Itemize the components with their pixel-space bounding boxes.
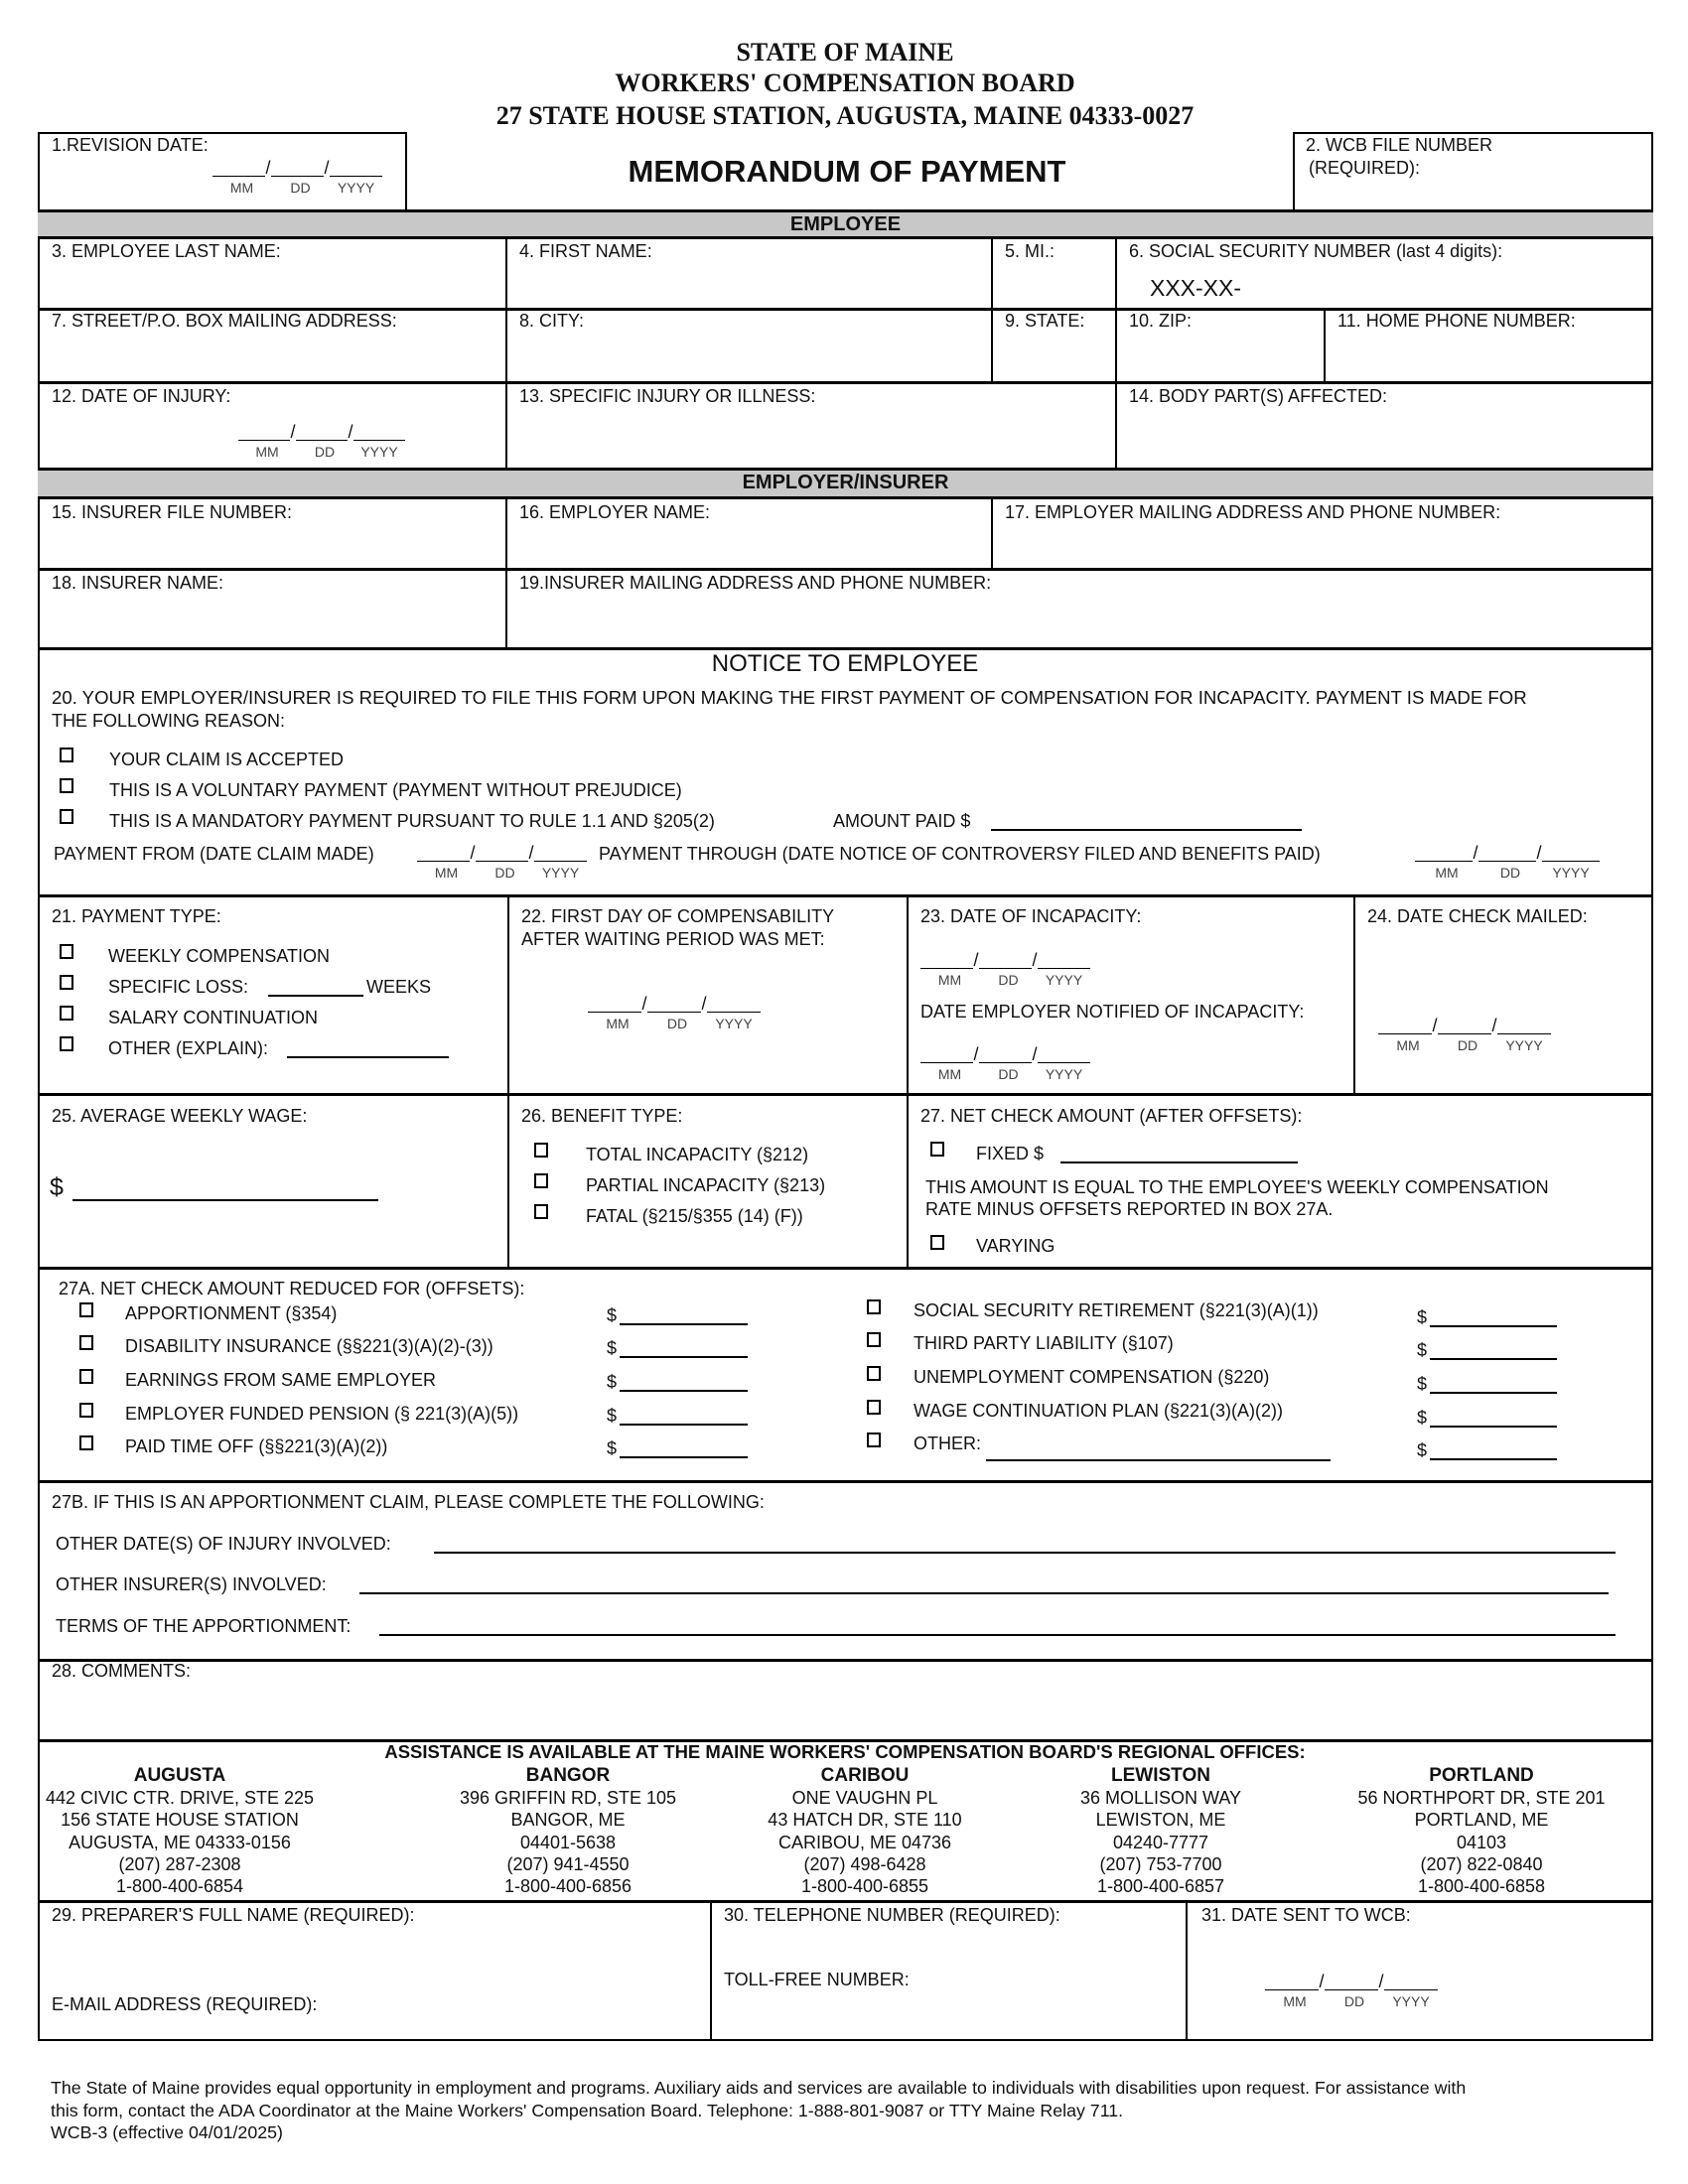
office-line: (207) 941-4550 xyxy=(506,1853,630,1874)
office-line: 396 GRIFFIN RD, STE 105 xyxy=(459,1788,677,1809)
average-weekly-wage-label: 25. AVERAGE WEEKLY WAGE: xyxy=(52,1106,308,1126)
other-insurers-label: OTHER INSURER(S) INVOLVED: xyxy=(56,1574,327,1594)
year-label: YYYY xyxy=(541,865,580,881)
month-input[interactable] xyxy=(212,158,265,177)
other-insurers-input[interactable] xyxy=(359,1592,1609,1594)
offset-dollar-sign: $ xyxy=(607,1305,618,1325)
day-input[interactable] xyxy=(1478,843,1536,862)
benefit-type-label: 26. BENEFIT TYPE: xyxy=(521,1106,683,1126)
check-mailed-date[interactable]: / / MM DD YYYY xyxy=(1378,1015,1551,1053)
offset-left-label: DISABILITY INSURANCE (§§221(3)(A)(2)-(3)) xyxy=(125,1336,493,1356)
footer-equal-opportunity-line1: The State of Maine provides equal opportunity in employment and programs. Auxiliary aids and services are available to individuals with disabilities upon request. For assistance with xyxy=(51,2078,1467,2098)
day-input[interactable] xyxy=(271,158,324,177)
office-line: LEWISTON, ME xyxy=(1095,1810,1226,1831)
toll-free-label: TOLL-FREE NUMBER: xyxy=(724,1970,910,1989)
first-day-date[interactable]: / / MM DD YYYY xyxy=(588,993,761,1031)
offset-left-label: EMPLOYER FUNDED PENSION (§ 221(3)(A)(5)) xyxy=(125,1404,519,1424)
offset-other-explain-input[interactable] xyxy=(986,1459,1331,1461)
offset-right-amount-input[interactable] xyxy=(1430,1458,1557,1460)
office-1 xyxy=(460,1765,676,1897)
net-check-amount-label: 27. NET CHECK AMOUNT (AFTER OFFSETS): xyxy=(920,1106,1303,1126)
partial-incapacity-checkbox[interactable] xyxy=(534,1173,548,1188)
fixed-amount-input[interactable] xyxy=(1060,1161,1298,1163)
office-line: CARIBOU, ME 04736 xyxy=(777,1832,952,1852)
office-line: (207) 753-7700 xyxy=(1099,1853,1222,1874)
insurer-address-label: 19.INSURER MAILING ADDRESS AND PHONE NUMBER: xyxy=(519,573,992,593)
zip-label: 10. ZIP: xyxy=(1129,311,1193,331)
fatal-checkbox[interactable] xyxy=(534,1204,548,1219)
form-id: WCB-3 (effective 04/01/2025) xyxy=(51,2122,283,2142)
day-label: DD xyxy=(1457,1037,1478,1053)
middle-initial-label: 5. MI.: xyxy=(1005,241,1055,261)
specific-injury-label: 13. SPECIFIC INJURY OR ILLNESS: xyxy=(519,386,816,406)
claim-accepted-label: YOUR CLAIM IS ACCEPTED xyxy=(109,750,345,769)
comments-label: 28. COMMENTS: xyxy=(52,1661,192,1681)
header-state: STATE OF MAINE xyxy=(736,38,954,67)
weeks-label: WEEKS xyxy=(366,977,432,997)
office-city: PORTLAND xyxy=(1429,1765,1534,1786)
month-label: MM xyxy=(1283,1993,1307,2009)
offset-right-label: WAGE CONTINUATION PLAN (§221(3)(A)(2)) xyxy=(914,1401,1284,1421)
varying-amount-label: VARYING xyxy=(976,1236,1055,1256)
office-line: 04103 xyxy=(1456,1832,1507,1852)
header-address: 27 STATE HOUSE STATION, AUGUSTA, MAINE 04333-0027 xyxy=(495,101,1195,130)
offset-right-label: OTHER: xyxy=(914,1433,982,1453)
office-line: 43 HATCH DR, STE 110 xyxy=(768,1810,962,1831)
year-label: YYYY xyxy=(337,180,375,196)
email-label: E-MAIL ADDRESS (REQUIRED): xyxy=(52,1994,318,2014)
day-input[interactable] xyxy=(296,422,348,441)
year-label: YYYY xyxy=(360,444,398,460)
office-line: BANGOR, ME xyxy=(510,1810,626,1831)
wcb-file-number-label: 2. WCB FILE NUMBER xyxy=(1306,135,1493,155)
first-day-label-line2: AFTER WAITING PERIOD WAS MET: xyxy=(521,929,825,949)
notice-text-line1: 20. YOUR EMPLOYER/INSURER IS REQUIRED TO FILE THIS FORM UPON MAKING THE FIRST PAYMENT OF COMPENSATION FOR INCAPACITY. PAYMENT IS MADE FOR xyxy=(52,687,1527,708)
offset-dollar-sign: $ xyxy=(1417,1374,1428,1394)
day-input[interactable] xyxy=(979,950,1032,969)
header-board: WORKERS' COMPENSATION BOARD xyxy=(615,68,1075,97)
day-input[interactable] xyxy=(1325,1972,1378,1990)
offset-right-checkbox[interactable] xyxy=(867,1332,881,1347)
wage-dollar-sign: $ xyxy=(50,1173,64,1201)
date-sent-date[interactable]: / / MM DD YYYY xyxy=(1265,1971,1438,2009)
offset-dollar-sign: $ xyxy=(1417,1440,1428,1460)
offset-dollar-sign: $ xyxy=(1417,1408,1428,1428)
day-label: DD xyxy=(494,865,515,881)
insurer-file-number-label: 15. INSURER FILE NUMBER: xyxy=(52,502,293,522)
office-line: 156 STATE HOUSE STATION xyxy=(61,1810,299,1831)
offset-dollar-sign: $ xyxy=(607,1438,618,1458)
other-payment-checkbox[interactable] xyxy=(60,1036,73,1051)
offset-dollar-sign: $ xyxy=(1417,1307,1428,1327)
offset-left-label: PAID TIME OFF (§§221(3)(A)(2)) xyxy=(125,1436,388,1456)
employee-section-header: EMPLOYEE xyxy=(38,209,1653,239)
offset-left-label: EARNINGS FROM SAME EMPLOYER xyxy=(125,1370,437,1390)
month-label: MM xyxy=(937,972,962,988)
office-line: 442 CIVIC CTR. DRIVE, STE 225 xyxy=(45,1788,315,1809)
day-label: DD xyxy=(290,180,311,196)
fixed-amount-checkbox[interactable] xyxy=(930,1142,944,1157)
partial-incapacity-label: PARTIAL INCAPACITY (§213) xyxy=(586,1175,826,1195)
footer-equal-opportunity-line2: this form, contact the ADA Coordinator at the Maine Workers' Compensation Board. Telephone: 1-888-801-9087 or TTY Maine Relay 711. xyxy=(51,2101,1124,2120)
year-label: YYYY xyxy=(1552,865,1590,881)
month-input[interactable] xyxy=(588,994,641,1013)
incapacity-date[interactable]: / / MM DD YYYY xyxy=(920,949,1090,988)
office-2 xyxy=(768,1765,961,1897)
street-address-label: 7. STREET/P.O. BOX MAILING ADDRESS: xyxy=(52,311,397,331)
month-label: MM xyxy=(1396,1037,1420,1053)
specific-loss-label: SPECIFIC LOSS: xyxy=(108,977,249,997)
employer-address-label: 17. EMPLOYER MAILING ADDRESS AND PHONE NUMBER: xyxy=(1005,502,1501,522)
offset-left-amount-input[interactable] xyxy=(620,1456,748,1458)
offset-right-checkbox[interactable] xyxy=(867,1433,881,1447)
payment-from-label: PAYMENT FROM (DATE CLAIM MADE) xyxy=(54,844,374,864)
employer-notified-label: DATE EMPLOYER NOTIFIED OF INCAPACITY: xyxy=(920,1002,1305,1022)
date-sent-label: 31. DATE SENT TO WCB: xyxy=(1201,1905,1411,1925)
year-input[interactable] xyxy=(330,158,382,177)
offset-dollar-sign: $ xyxy=(607,1372,618,1392)
offset-dollar-sign: $ xyxy=(607,1338,618,1358)
other-payment-explain-input[interactable] xyxy=(287,1056,449,1058)
month-input[interactable] xyxy=(1378,1016,1432,1034)
office-city: CARIBOU xyxy=(820,1765,910,1786)
office-line: 1-800-400-6858 xyxy=(1417,1876,1546,1897)
year-label: YYYY xyxy=(1505,1037,1543,1053)
payment-type-label: 21. PAYMENT TYPE: xyxy=(52,906,221,926)
month-label: MM xyxy=(434,865,459,881)
amount-paid-input[interactable] xyxy=(991,829,1302,831)
offset-left-checkbox[interactable] xyxy=(79,1302,93,1317)
other-payment-label: OTHER (EXPLAIN): xyxy=(108,1038,269,1058)
office-line: AUGUSTA, ME 04333-0156 xyxy=(69,1832,291,1852)
office-line: 1-800-400-6855 xyxy=(800,1876,929,1897)
date-of-injury-label: 12. DATE OF INJURY: xyxy=(52,386,231,406)
offset-left-checkbox[interactable] xyxy=(79,1403,93,1418)
ssn-label: 6. SOCIAL SECURITY NUMBER (last 4 digits): xyxy=(1129,241,1503,261)
office-0 xyxy=(46,1765,314,1897)
offset-right-amount-input[interactable] xyxy=(1430,1426,1557,1428)
day-label: DD xyxy=(314,444,336,460)
offset-right-amount-input[interactable] xyxy=(1430,1392,1557,1394)
offset-left-amount-input[interactable] xyxy=(620,1356,748,1358)
year-input[interactable] xyxy=(534,843,587,862)
month-input[interactable] xyxy=(920,950,973,969)
offset-dollar-sign: $ xyxy=(1417,1340,1428,1360)
office-line: (207) 498-6428 xyxy=(803,1853,926,1874)
month-input[interactable] xyxy=(417,843,470,862)
weekly-compensation-label: WEEKLY COMPENSATION xyxy=(108,946,331,966)
day-input[interactable] xyxy=(647,994,701,1013)
insurer-name-label: 18. INSURER NAME: xyxy=(52,573,224,593)
year-label: YYYY xyxy=(1045,1066,1083,1082)
month-input[interactable] xyxy=(1415,843,1473,862)
month-input[interactable] xyxy=(238,422,290,441)
fatal-label: FATAL (§215/§355 (14) (F)) xyxy=(586,1206,803,1226)
voluntary-payment-label: THIS IS A VOLUNTARY PAYMENT (PAYMENT WITHOUT PREJUDICE) xyxy=(109,780,682,800)
check-mailed-label: 24. DATE CHECK MAILED: xyxy=(1367,906,1588,926)
day-label: DD xyxy=(1499,865,1521,881)
year-input[interactable] xyxy=(1384,1972,1438,1990)
offset-right-checkbox[interactable] xyxy=(867,1366,881,1381)
month-label: MM xyxy=(606,1016,630,1031)
specific-loss-checkbox[interactable] xyxy=(60,975,73,990)
offset-right-checkbox[interactable] xyxy=(867,1299,881,1314)
day-label: DD xyxy=(998,972,1019,988)
offset-left-amount-input[interactable] xyxy=(620,1424,748,1426)
voluntary-payment-checkbox[interactable] xyxy=(60,778,73,793)
office-4 xyxy=(1357,1765,1605,1897)
preparer-name-label: 29. PREPARER'S FULL NAME (REQUIRED): xyxy=(52,1905,415,1925)
year-label: YYYY xyxy=(1392,1993,1430,2009)
offset-right-label: THIRD PARTY LIABILITY (§107) xyxy=(914,1333,1174,1353)
claim-accepted-checkbox[interactable] xyxy=(60,748,73,762)
fixed-amount-label: FIXED $ xyxy=(976,1144,1045,1163)
date-of-injury-field[interactable]: / / MM DD YYYY xyxy=(238,421,405,460)
office-line: 1-800-400-6857 xyxy=(1096,1876,1225,1897)
year-input[interactable] xyxy=(1038,950,1090,969)
offset-right-checkbox[interactable] xyxy=(867,1400,881,1415)
day-label: DD xyxy=(998,1066,1019,1082)
offsets-label: 27A. NET CHECK AMOUNT REDUCED FOR (OFFSETS): xyxy=(59,1279,525,1298)
day-label: DD xyxy=(1343,1993,1365,2009)
total-incapacity-checkbox[interactable] xyxy=(534,1143,548,1158)
office-line: 1-800-400-6854 xyxy=(115,1876,244,1897)
year-label: YYYY xyxy=(715,1016,753,1031)
offset-left-amount-input[interactable] xyxy=(620,1323,748,1325)
month-label: MM xyxy=(937,1066,962,1082)
specific-loss-weeks-input[interactable] xyxy=(268,995,363,997)
office-line: (207) 822-0840 xyxy=(1420,1853,1543,1874)
body-parts-label: 14. BODY PART(S) AFFECTED: xyxy=(1129,386,1388,406)
average-weekly-wage-input[interactable] xyxy=(72,1199,378,1201)
month-label: MM xyxy=(229,180,254,196)
wcb-file-required-label: (REQUIRED): xyxy=(1309,158,1420,178)
day-input[interactable] xyxy=(476,843,528,862)
other-dates-input[interactable] xyxy=(434,1552,1616,1554)
net-check-explain-line1: THIS AMOUNT IS EQUAL TO THE EMPLOYEE'S WEEKLY COMPENSATION xyxy=(925,1177,1549,1197)
offset-left-checkbox[interactable] xyxy=(79,1335,93,1350)
offset-right-label: SOCIAL SECURITY RETIREMENT (§221(3)(A)(1)) xyxy=(914,1300,1319,1320)
month-label: MM xyxy=(1435,865,1459,881)
employer-notified-date[interactable]: / / MM DD YYYY xyxy=(920,1043,1090,1082)
offset-left-amount-input[interactable] xyxy=(620,1390,748,1392)
apportionment-label: 27B. IF THIS IS AN APPORTIONMENT CLAIM, PLEASE COMPLETE THE FOLLOWING: xyxy=(52,1492,765,1512)
office-line: 1-800-400-6856 xyxy=(503,1876,633,1897)
offset-left-label: APPORTIONMENT (§354) xyxy=(125,1303,338,1323)
form-title: MEMORANDUM OF PAYMENT xyxy=(628,154,1066,189)
payment-from-date[interactable]: / / MM DD YYYY xyxy=(417,842,587,881)
office-line: PORTLAND, ME xyxy=(1414,1810,1549,1831)
year-input[interactable] xyxy=(1542,843,1600,862)
office-line: 56 NORTHPORT DR, STE 201 xyxy=(1357,1788,1606,1809)
month-label: MM xyxy=(255,444,279,460)
net-check-explain-line2: RATE MINUS OFFSETS REPORTED IN BOX 27A. xyxy=(925,1199,1334,1219)
other-dates-label: OTHER DATE(S) OF INJURY INVOLVED: xyxy=(56,1534,391,1554)
offset-left-checkbox[interactable] xyxy=(79,1369,93,1384)
offset-right-amount-input[interactable] xyxy=(1430,1325,1557,1327)
day-input[interactable] xyxy=(1438,1016,1491,1034)
office-line: ONE VAUGHN PL xyxy=(791,1788,938,1809)
office-line: 36 MOLLISON WAY xyxy=(1079,1788,1242,1809)
terms-input[interactable] xyxy=(379,1634,1616,1636)
office-city: LEWISTON xyxy=(1111,1765,1210,1786)
terms-label: TERMS OF THE APPORTIONMENT: xyxy=(56,1616,352,1636)
mandatory-payment-checkbox[interactable] xyxy=(60,809,73,824)
year-input[interactable] xyxy=(1497,1016,1551,1034)
office-line: 04401-5638 xyxy=(519,1832,617,1852)
year-input[interactable] xyxy=(1038,1044,1090,1063)
city-label: 8. CITY: xyxy=(519,311,585,331)
notice-title: NOTICE TO EMPLOYEE xyxy=(711,650,979,677)
employer-name-label: 16. EMPLOYER NAME: xyxy=(519,502,711,522)
office-3 xyxy=(1080,1765,1241,1897)
amount-paid-label: AMOUNT PAID $ xyxy=(833,811,971,831)
salary-continuation-checkbox[interactable] xyxy=(60,1006,73,1021)
year-label: YYYY xyxy=(1045,972,1083,988)
payment-through-label: PAYMENT THROUGH (DATE NOTICE OF CONTROVERSY FILED AND BENEFITS PAID) xyxy=(599,844,1321,864)
revision-date-field[interactable]: / / MM DD YYYY xyxy=(212,157,382,196)
telephone-label: 30. TELEPHONE NUMBER (REQUIRED): xyxy=(724,1905,1060,1925)
office-line: 04240-7777 xyxy=(1112,1832,1209,1852)
month-input[interactable] xyxy=(1265,1972,1319,1990)
assistance-title: ASSISTANCE IS AVAILABLE AT THE MAINE WORKERS' COMPENSATION BOARD'S REGIONAL OFFICES: xyxy=(384,1741,1306,1762)
year-input[interactable] xyxy=(353,422,405,441)
varying-amount-checkbox[interactable] xyxy=(930,1235,944,1250)
employee-last-name-label: 3. EMPLOYEE LAST NAME: xyxy=(52,241,281,261)
home-phone-label: 11. HOME PHONE NUMBER: xyxy=(1337,311,1576,331)
month-input[interactable] xyxy=(920,1044,973,1063)
employer-section-header: EMPLOYER/INSURER xyxy=(38,468,1653,499)
incapacity-date-label: 23. DATE OF INCAPACITY: xyxy=(920,906,1142,926)
offset-right-amount-input[interactable] xyxy=(1430,1358,1557,1360)
state-label: 9. STATE: xyxy=(1005,311,1085,331)
offset-left-checkbox[interactable] xyxy=(79,1435,93,1450)
total-incapacity-label: TOTAL INCAPACITY (§212) xyxy=(586,1145,809,1164)
salary-continuation-label: SALARY CONTINUATION xyxy=(108,1008,319,1027)
year-input[interactable] xyxy=(707,994,761,1013)
office-city: BANGOR xyxy=(525,1765,611,1786)
day-label: DD xyxy=(666,1016,688,1031)
office-line: (207) 287-2308 xyxy=(118,1853,241,1874)
mandatory-payment-label: THIS IS A MANDATORY PAYMENT PURSUANT TO RULE 1.1 AND §205(2) xyxy=(109,811,715,831)
first-day-label-line1: 22. FIRST DAY OF COMPENSABILITY xyxy=(521,906,835,926)
ssn-prefix: XXX-XX- xyxy=(1150,275,1242,301)
offset-right-label: UNEMPLOYMENT COMPENSATION (§220) xyxy=(914,1367,1270,1387)
notice-text-line2: THE FOLLOWING REASON: xyxy=(52,711,286,731)
day-input[interactable] xyxy=(979,1044,1032,1063)
office-city: AUGUSTA xyxy=(133,1765,226,1786)
revision-date-label: 1.REVISION DATE: xyxy=(52,135,209,155)
first-name-label: 4. FIRST NAME: xyxy=(519,241,652,261)
weekly-compensation-checkbox[interactable] xyxy=(60,944,73,959)
offset-dollar-sign: $ xyxy=(607,1406,618,1426)
payment-through-date[interactable]: / / MM DD YYYY xyxy=(1415,842,1600,881)
